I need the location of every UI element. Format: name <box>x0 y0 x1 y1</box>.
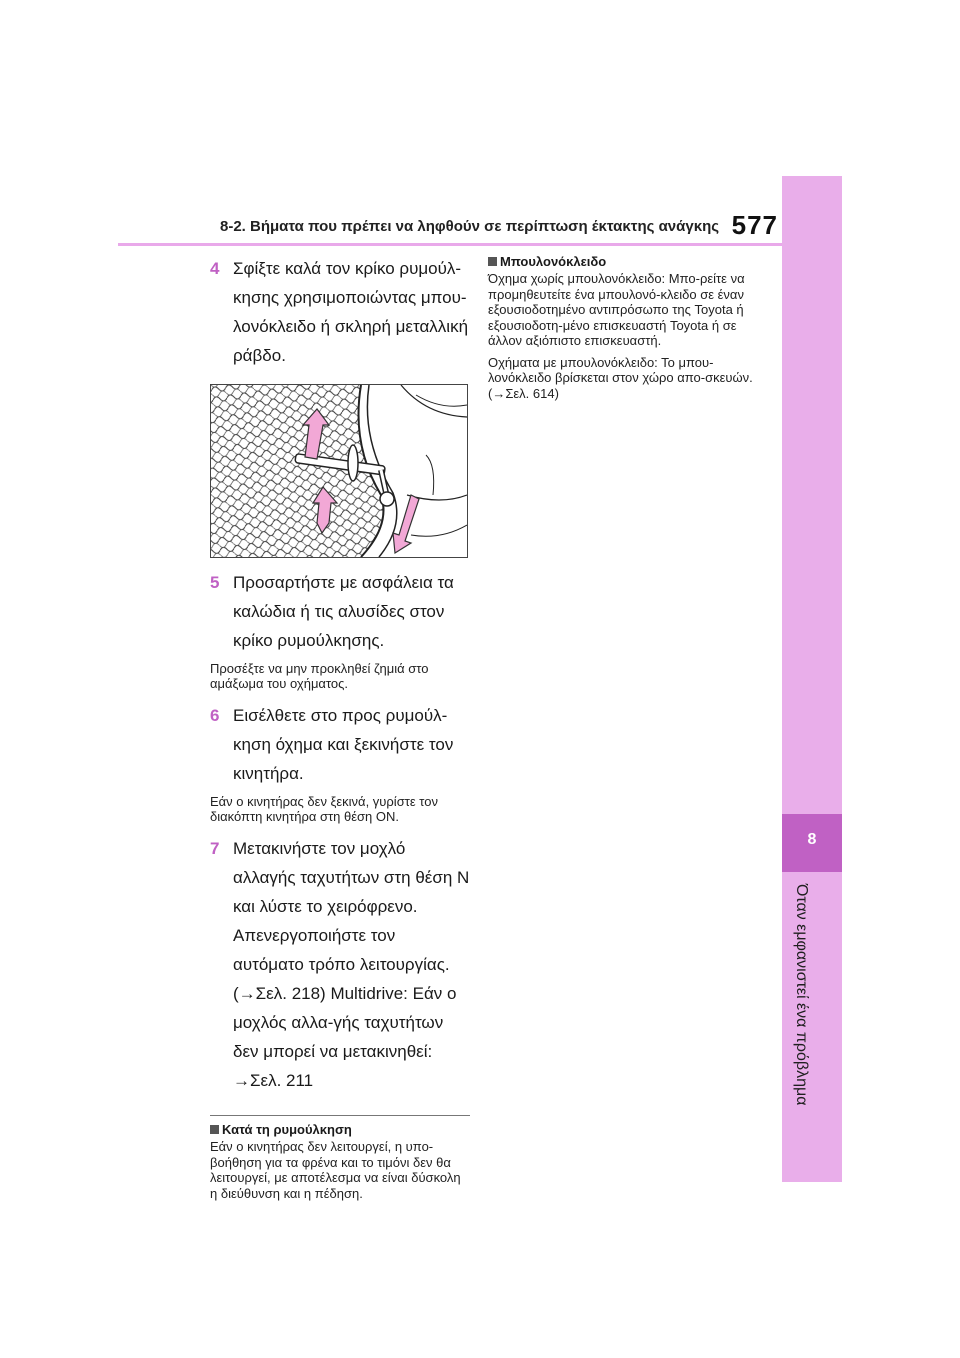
chapter-number: 8 <box>807 831 817 848</box>
step-5 <box>210 568 470 655</box>
section-divider <box>210 1115 470 1116</box>
step-number: 4 <box>210 259 220 278</box>
step-text: Σφίξτε καλά τον κρίκο ρυμούλ-κησης χρησιμοποιώντας μπου-λονόκλειδο ή σκληρή μεταλλική ράβδο. <box>233 259 469 365</box>
square-bullet-icon <box>488 257 497 266</box>
step-extra-text: Απενεργοποιήστε τον αυτόματο τρόπο λειτουργίας. (→Σελ. 218) Multidrive: Εάν ο μοχλός αλλα-γής ταχυτήτων δεν μπορεί να μετακινηθεί: →Σελ. 211 <box>233 926 457 1090</box>
step-number: 7 <box>210 839 220 858</box>
wrench-section-heading: Μπουλονόκλειδο <box>488 254 758 269</box>
step-number: 6 <box>210 706 220 725</box>
page-header <box>220 210 778 244</box>
page-number: 577 <box>731 210 778 240</box>
step-6 <box>210 701 470 788</box>
chapter-title: Όταν εμφανιστεί ένα πρόβλημα <box>793 884 810 1106</box>
square-bullet-icon <box>210 1125 219 1134</box>
chapter-number-box <box>782 814 842 872</box>
step-number: 5 <box>210 573 220 592</box>
chapter-title-vertical <box>793 884 822 1106</box>
towing-section-text: Εάν ο κινητήρας δεν λειτουργεί, η υπο-βοήθηση για τα φρένα και το τιμόνι δεν θα λειτουργεί, με αποτέλεσμα να είναι δύσκολη η διεύθυνση και η πέδηση. <box>210 1139 461 1201</box>
wrench-paragraph-2: Οχήματα με μπουλονόκλειδο: Το μπου-λονόκλειδο βρίσκεται στον χώρο απο-σκευών. (→Σελ. 614) <box>488 354 753 401</box>
right-column <box>488 254 758 407</box>
towing-section-heading: Κατά τη ρυμούλκηση <box>210 1122 470 1137</box>
step-text: Εισέλθετε στο προς ρυμούλ-κηση όχημα και ξεκινήστε τον κινητήρα. <box>233 706 454 783</box>
wrench-paragraph-1: Όχημα χωρίς μπουλονόκλειδο: Μπο-ρείτε να προμηθευτείτε ένα μπουλονό-κλειδο σε έναν εξουσιοδοτημένο αντιπρόσωπο της Toyota ή εξουσιοδοτη-μένο επισκευαστή Toyota ή σε άλλον αξιόπιστο επισκευαστή. <box>488 271 745 348</box>
towing-eye-illustration <box>210 384 468 558</box>
step-7 <box>210 834 470 1095</box>
grille-tow-hook-drawing <box>211 385 467 557</box>
step-text: Προσαρτήστε με ασφάλεια τα καλώδια ή τις αλυσίδες στον κρίκο ρυμούλκησης. <box>233 573 454 650</box>
note-engine-switch: Εάν ο κινητήρας δεν ξεκινά, γυρίστε τον διακόπτη κινητήρα στη θέση ON. <box>210 794 438 824</box>
left-column <box>210 254 470 1201</box>
step-4 <box>210 254 470 370</box>
header-rule <box>118 243 782 246</box>
note-body-damage: Προσέξτε να μην προκληθεί ζημιά στο αμάξωμα του οχήματος. <box>210 661 429 691</box>
step-text: Μετακινήστε τον μοχλό αλλαγής ταχυτήτων στη θέση N και λύστε το χειρόφρενο. <box>233 839 470 916</box>
section-title: 8-2. Βήματα που πρέπει να ληφθούν σε περίπτωση έκτακτης ανάγκης <box>220 218 720 235</box>
